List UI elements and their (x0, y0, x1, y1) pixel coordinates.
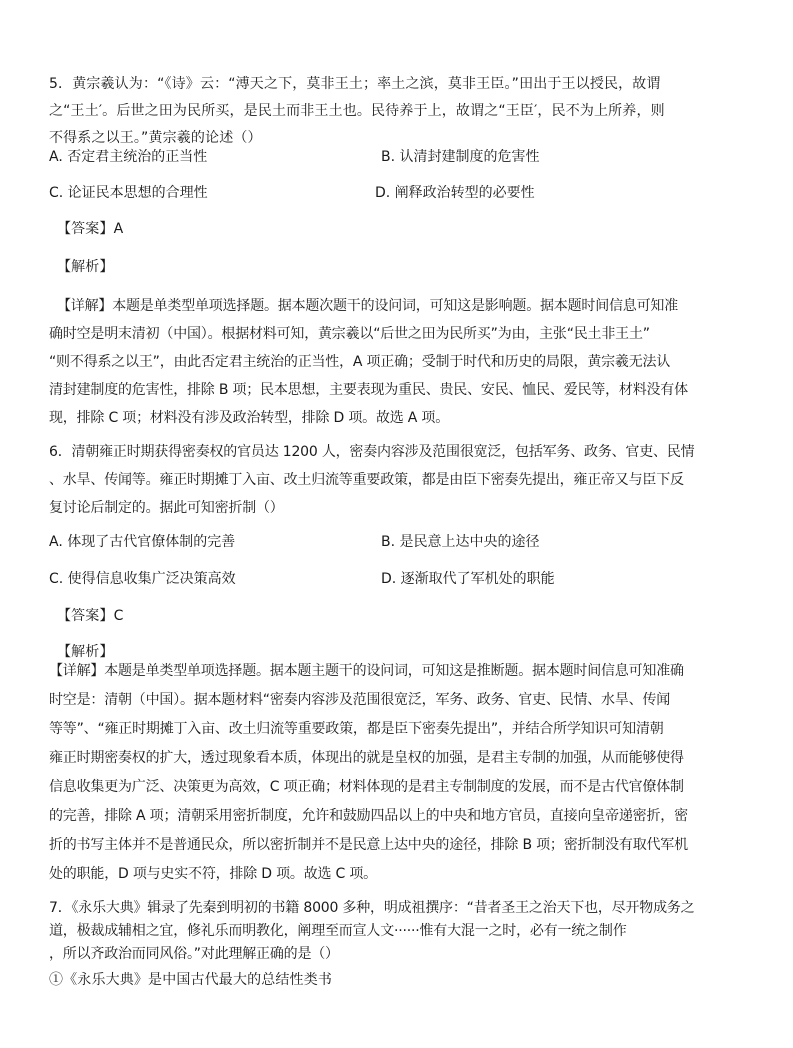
q5-option-a: A. 否定君主统治的正当性 (49, 149, 208, 165)
q6-stem-line-1: 6．清朝雍正时期获得密奏权的官员达 1200 人，密奏内容涉及范围很宽泛，包括军务、政务、官吏、民情 (49, 444, 695, 460)
q6-stem-line-3: 复讨论后制定的。据此可知密折制（） (49, 500, 284, 516)
q5-detail-line-5: 现，排除 C 项；材料没有涉及政治转型，排除 D 项。故选 A 项。 (49, 410, 450, 426)
q5-stem-line-1: 5．黄宗羲认为：“《诗》云：“溥天之下，莫非王土；率土之滨，莫非王臣。”田出于王以授民，故谓 (49, 76, 661, 92)
q6-answer: 【答案】C (57, 608, 124, 624)
q6-detail-line-1: 【详解】本题是单类型单项选择题。据本题主题干的设问词，可知这是推断题。据本题时间信息可知准确 (49, 663, 684, 679)
q6-detail-line-3: 等等”、“雍正时期摊丁入亩、改土归流等重要政策，都是臣下密奏先提出”，并结合所学知识可知清朝 (49, 721, 664, 737)
q5-detail-line-2: 确时空是明末清初（中国）。根据材料可知，黄宗羲以“后世之田为民所买”为由，主张“民土非王土” (49, 326, 650, 342)
q5-stem-line-3: 不得系之以王。”黄宗羲的论述（） (49, 130, 262, 146)
q5-analysis-label: 【解析】 (57, 259, 114, 275)
q5-stem-line-2: 之“王土′。后世之田为民所买，是民土而非王土也。民待养于上，故谓之“王臣′，民不为上所养，则 (49, 103, 665, 119)
q6-option-c: C. 使得信息收集广泛决策高效 (49, 571, 236, 587)
q7-stem-line-3: ，所以齐政治而同风俗。”对此理解正确的是（） (49, 946, 339, 962)
q5-detail-line-1: 【详解】本题是单类型单项选择题。据本题次题干的设问词，可知这是影响题。据本题时间信息可知准 (57, 298, 678, 314)
q6-analysis-label: 【解析】 (57, 644, 114, 660)
q6-stem-line-2: 、水旱、传闻等。雍正时期摊丁入亩、改土归流等重要政策，都是由臣下密奏先提出，雍正帝又与臣下反 (49, 472, 684, 488)
q6-detail-line-5: 信息收集更为广泛、决策更为高效，C 项正确；材料体现的是君主专制制度的发展，而不是古代官僚体制 (49, 779, 684, 795)
q7-stem-line-2: 道，极裁成辅相之宜，修礼乐而明教化，阐理至而宣人文······惟有大混一之时，必有一统之制作 (49, 923, 627, 939)
q5-option-c: C. 论证民本思想的合理性 (49, 185, 208, 201)
q6-detail-line-6: 的完善，排除 A 项；清朝采用密折制度，允许和鼓励四品以上的中央和地方官员，直接向皇帝递密折，密 (49, 808, 688, 824)
q7-item-1: ①《永乐大典》是中国古代最大的总结性类书 (49, 972, 332, 988)
q5-detail-line-3: “则不得系之以王”，由此否定君主统治的正当性，A 项正确；受制于时代和历史的局限，黄宗羲无法认 (49, 354, 671, 370)
q5-detail-line-4: 清封建制度的危害性，排除 B 项；民本思想，主要表现为重民、贵民、安民、恤民、爱民等，材料没有体 (49, 382, 688, 398)
q7-stem-line-1: 7．《永乐大典》辑录了先秦到明初的书籍 8000 多种，明成祖撰序：“昔者圣王之治天下也，尽开物成务之 (49, 900, 695, 916)
q5-option-b: B. 认清封建制度的危害性 (381, 149, 540, 165)
q5-answer: 【答案】A (57, 221, 124, 237)
q6-detail-line-2: 时空是：清朝（中国）。据本题材料“密奏内容涉及范围很宽泛，军务、政务、官吏、民情、水旱、传闻 (49, 692, 671, 708)
q6-detail-line-7: 折的书写主体并不是普通民众，所以密折制并不是民意上达中央的途径，排除 B 项；密折制没有取代军机 (49, 837, 688, 853)
q6-detail-line-4: 雍正时期密奏权的扩大，透过现象看本质，体现出的就是皇权的加强，是君主专制的加强，从而能够使得 (49, 750, 684, 766)
q6-option-d: D. 逐渐取代了军机处的职能 (381, 571, 555, 587)
q5-option-d: D. 阐释政治转型的必要性 (375, 185, 535, 201)
q6-option-a: A. 体现了古代官僚体制的完善 (49, 534, 236, 550)
q6-detail-line-8: 处的职能，D 项与史实不符，排除 D 项。故选 C 项。 (49, 866, 377, 882)
q6-option-b: B. 是民意上达中央的途径 (381, 534, 540, 550)
